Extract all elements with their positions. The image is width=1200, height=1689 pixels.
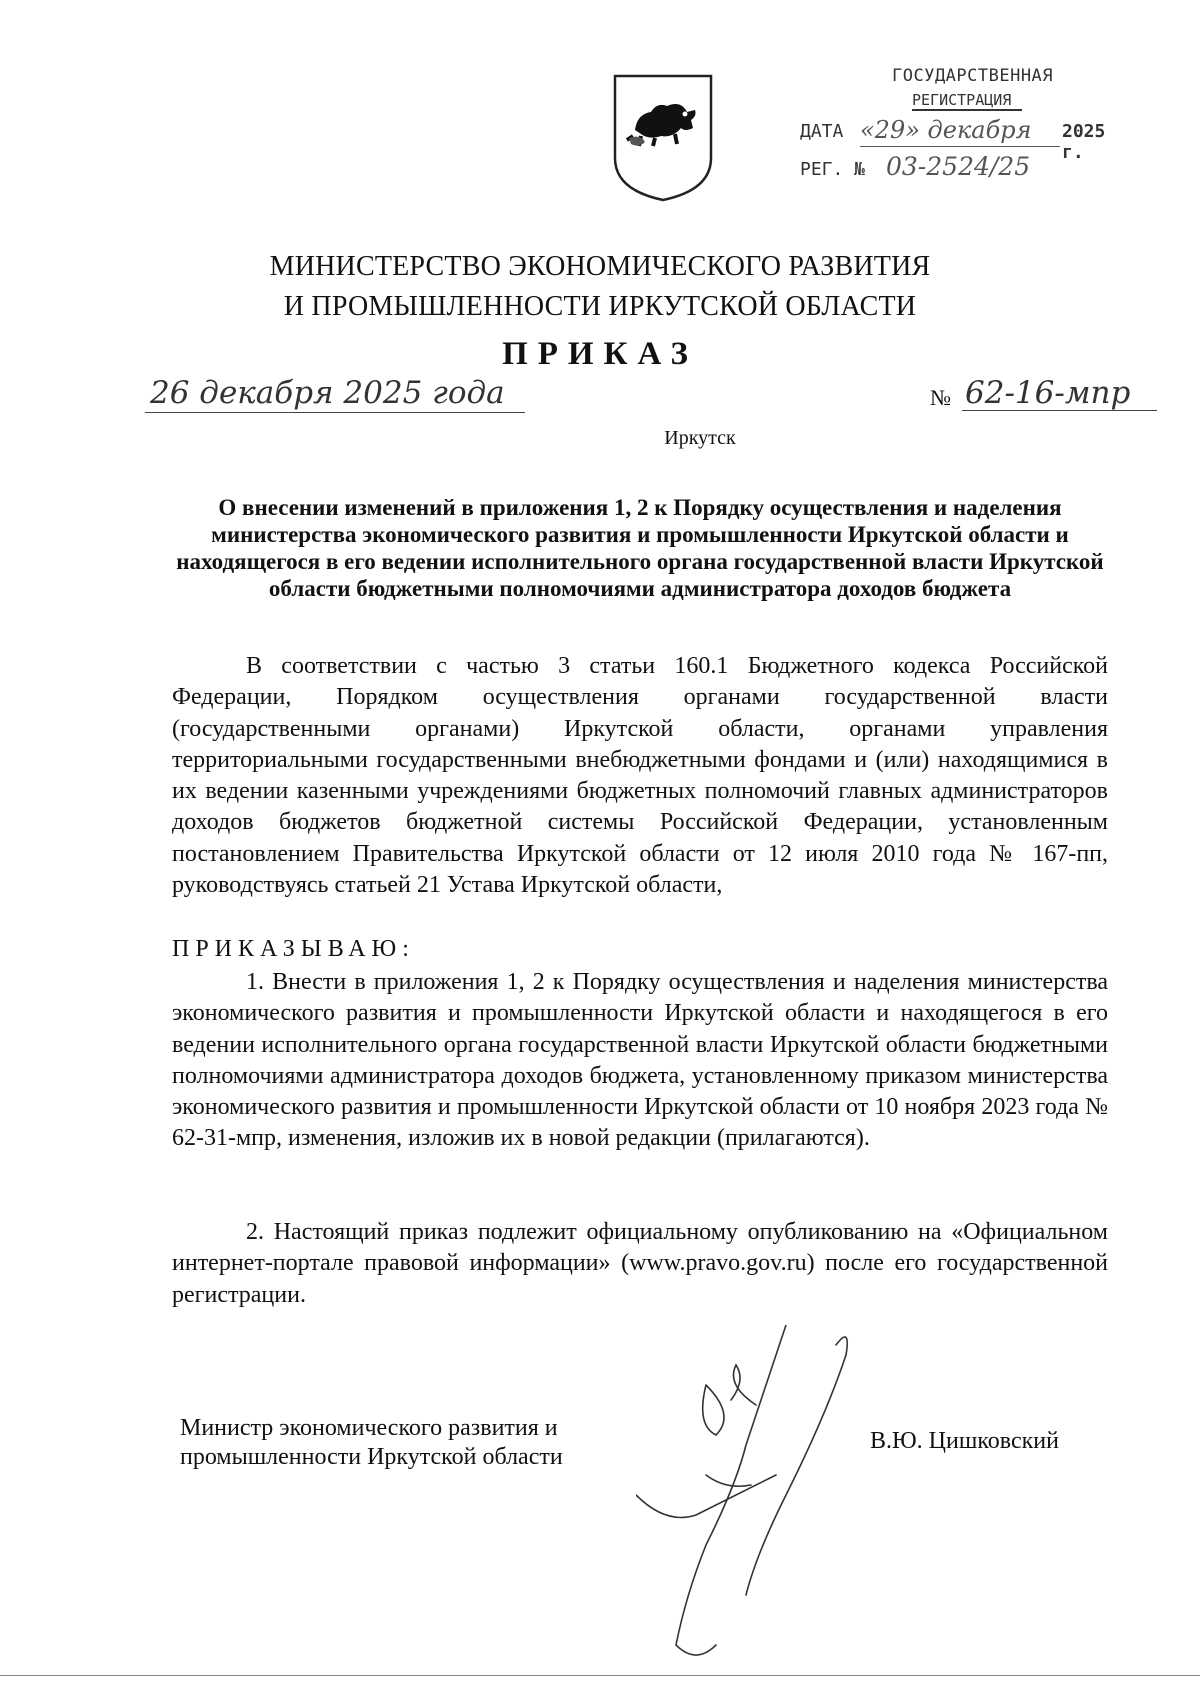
signer-position-line1: Министр экономического развития и (180, 1415, 558, 1441)
order-subject: О внесении изменений в приложения 1, 2 к Порядку осуществления и наделения министерства экономического развития и промышленности Иркутской области и находящегося в его ведении исполнительного органа государственной власти Иркутской области бюджетными полномочиями администратора доходов бюджета (176, 495, 1104, 601)
signer-name: В.Ю. Цишковский (870, 1428, 1059, 1454)
ministry-name-line2: И ПРОМЫШЛЕННОСТИ ИРКУТСКОЙ ОБЛАСТИ (283, 291, 917, 322)
handwritten-signature (636, 1325, 936, 1665)
stamp-reg-number-handwritten: 03-2524/25 (886, 152, 1031, 181)
stamp-subtitle-underline (912, 109, 1022, 111)
item-2-text: 2. Настоящий приказ подлежит официальному опубликованию на «Официальном интернет-портале правовой информации» (www.pravo.gov.ru) после его государственной регистрации. (172, 1219, 1108, 1308)
coat-of-arms-emblem (611, 72, 715, 204)
signer-position-line2: промышленности Иркутской области (180, 1444, 563, 1470)
stamp-date-year: 2025 г. (1062, 121, 1106, 163)
preamble-paragraph (172, 651, 1108, 901)
ministry-name-line1: МИНИСТЕРСТВО ЭКОНОМИЧЕСКОГО РАЗВИТИЯ (269, 251, 931, 282)
order-date-underline (145, 412, 525, 413)
page-bottom-rule (0, 1675, 1200, 1676)
item-2-paragraph (172, 1217, 1108, 1311)
registration-stamp (800, 66, 1130, 186)
stamp-reg-label: РЕГ. № (800, 159, 866, 180)
item-1-text: 1. Внести в приложения 1, 2 к Порядку осуществления и наделения министерства экономического развития и промышленности Иркутской области и находящегося в его ведении исполнительного органа государственной власти Иркутской области бюджетными полномочиями администратора доходов бюджета, установленному приказом министерства экономического развития и промышленности Иркутской области от 10 ноября 2023 года № 62-31-мпр, изменения, изложив их в новой редакции (прилагаются). (172, 969, 1108, 1152)
city-name: Иркутск (664, 427, 736, 449)
stamp-date-underline (860, 146, 1060, 147)
command-word: ПРИКАЗЫВАЮ: (172, 936, 415, 962)
order-number-underline (962, 410, 1157, 411)
preamble-text: В соответствии с частью 3 статьи 160.1 Бюджетного кодекса Российской Федерации, Порядком осуществления органами государственной власти (государственными органами) Иркутской области, органами управления территориальными государственными внебюджетными фондами и (или) находящимися в их ведении казенными учреждениями бюджетных полномочий главных администраторов доходов бюджетов бюджетной системы Российской Федерации, установленным постановлением Правительства Иркутской области от 12 июля 2010 года № 167-пп, руководствуясь статьей 21 Устава Иркутской области, (172, 653, 1108, 899)
order-date-handwritten: 26 декабря 2025 года (150, 375, 505, 411)
stamp-title: ГОСУДАРСТВЕННАЯ (892, 66, 1054, 86)
stamp-subtitle: РЕГИСТРАЦИЯ (912, 91, 1012, 109)
stamp-date-label: ДАТА (800, 121, 844, 142)
order-number-handwritten: 62-16-мпр (965, 375, 1131, 411)
order-number-label: № (930, 385, 951, 410)
stamp-date-handwritten: «29» декабря (860, 116, 1032, 144)
document-type-title: ПРИКАЗ (502, 336, 698, 372)
item-1-paragraph (172, 967, 1108, 1155)
signer-position (180, 1414, 563, 1472)
